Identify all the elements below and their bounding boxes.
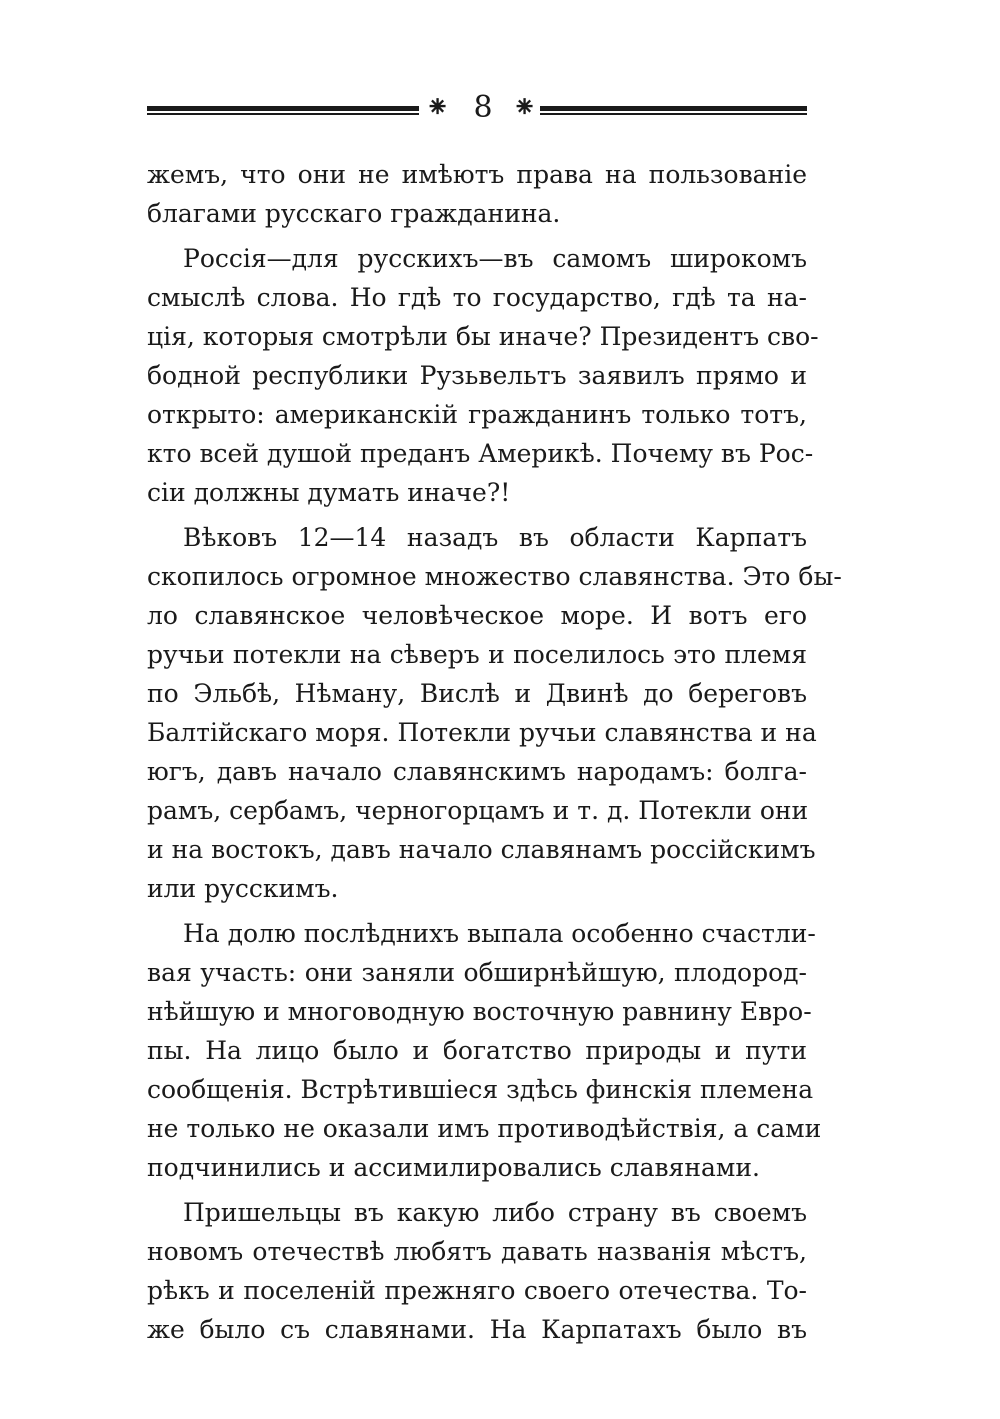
text-line: не только не оказали имъ противодѣйствія, а сами — [147, 1114, 822, 1143]
text-line: ція, которыя смотрѣли бы иначе? Президентъ сво- — [147, 322, 819, 351]
text-line: На долю послѣднихъ выпала особенно счастли- — [183, 919, 816, 948]
paragraph — [147, 518, 842, 908]
text-line: благами русскаго гражданина. — [147, 199, 561, 228]
text-line: бодной республики Рузьвельтъ заявилъ прямо и — [147, 361, 807, 390]
paragraph — [147, 155, 807, 233]
header-rule-right — [540, 106, 807, 115]
asterism-icon: ⁕ — [512, 90, 538, 125]
text-line: смыслѣ слова. Но гдѣ то государство, гдѣ та на- — [147, 283, 807, 312]
text-line: ло славянское человѣческое море. И вотъ его — [147, 601, 807, 630]
text-line: рамъ, сербамъ, черногорцамъ и т. д. Потекли они — [147, 796, 809, 825]
page-number: 8 — [473, 90, 493, 125]
text-line: кто всей душой преданъ Америкѣ. Почему въ Рос- — [147, 439, 814, 468]
paragraph — [147, 914, 822, 1187]
text-line: же было съ славянами. На Карпатахъ было въ — [147, 1315, 807, 1344]
text-line: и на востокъ, давъ начало славянамъ россійскимъ — [147, 835, 816, 864]
text-line: сообщенія. Встрѣтившіеся здѣсь финскія племена — [147, 1075, 814, 1104]
text-line: вая участь: они заняли обширнѣйшую, плодород- — [147, 958, 807, 987]
text-line: подчинились и ассимилировались славянами. — [147, 1153, 760, 1182]
text-line: Вѣковъ 12—14 назадъ въ области Карпатъ — [183, 523, 807, 552]
text-line: Пришельцы въ какую либо страну въ своемъ — [183, 1198, 807, 1227]
body-text — [147, 155, 842, 1349]
page-header — [147, 88, 807, 128]
text-line: нѣйшую и многоводную восточную равнину Евро- — [147, 997, 812, 1026]
paragraph — [147, 239, 819, 512]
text-line: ручьи потекли на сѣверъ и поселилось это племя — [147, 640, 807, 669]
text-line: Россія—для русскихъ—въ самомъ широкомъ — [183, 244, 807, 273]
text-line: рѣкъ и поселеній прежняго своего отечества. То- — [147, 1276, 807, 1305]
text-line: югъ, давъ начало славянскимъ народамъ: болга- — [147, 757, 807, 786]
text-line: сіи должны думать иначе?! — [147, 478, 511, 507]
text-line: жемъ, что они не имѣютъ права на пользованіе — [147, 160, 807, 189]
text-line: открыто: американскій гражданинъ только тотъ, — [147, 400, 807, 429]
header-rule-left — [147, 106, 419, 115]
text-line: или русскимъ. — [147, 874, 339, 903]
paragraph — [147, 1193, 807, 1349]
text-line: Балтійскаго моря. Потекли ручьи славянства и на — [147, 718, 817, 747]
text-line: скопилось огромное множество славянства. Это бы- — [147, 562, 842, 591]
asterism-icon: ⁕ — [425, 90, 451, 125]
text-line: новомъ отечествѣ любятъ давать названія мѣстъ, — [147, 1237, 807, 1266]
text-line: по Эльбѣ, Нѣману, Вислѣ и Двинѣ до береговъ — [147, 679, 807, 708]
text-line: пы. На лицо было и богатство природы и пути — [147, 1036, 807, 1065]
